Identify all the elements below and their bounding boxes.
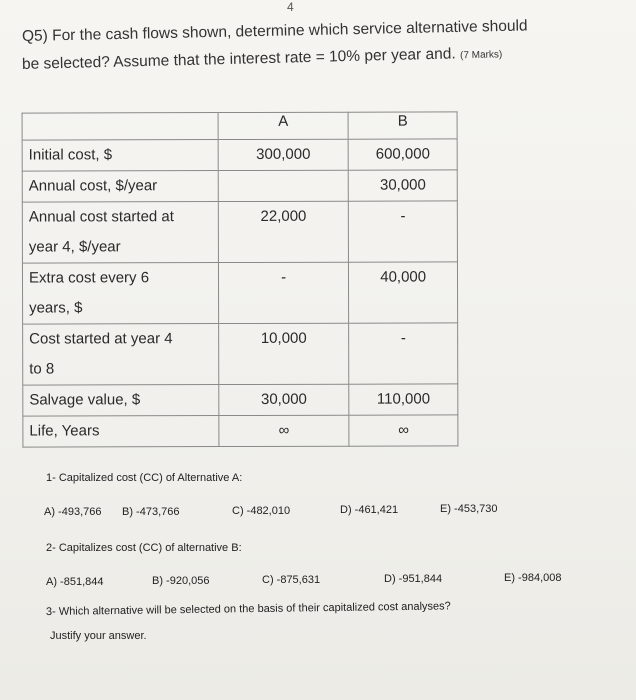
cell-a: 10,000 [260,329,307,347]
q1-option-e: E) -453,730 [440,503,498,515]
row-label: Life, Years [29,422,100,440]
cell-a: - [281,268,287,286]
q2-option-c: C) -875,631 [262,574,321,586]
q2-option-e: E) -984,008 [504,572,562,584]
table-row [23,384,458,416]
cell-b: 30,000 [379,176,426,194]
q3-text-line-2: Justify your answer. [50,630,147,642]
row-label: Extra cost every 6 [28,269,150,287]
table-header-row [22,112,457,140]
header-a: A [218,112,349,139]
q1-option-c: C) -482,010 [232,505,291,517]
q1-option-b: B) -473,766 [122,506,180,518]
table-row [22,201,457,263]
row-label: Initial cost, $ [28,146,113,164]
row-label-cont: year 4, $/year [28,238,121,256]
cell-b: 40,000 [380,268,427,286]
question-line-2-text: be selected? Assume that the interest rate = 10% per year and. [21,45,456,73]
cash-flow-table [22,111,459,447]
header-empty [22,113,218,141]
q1-option-d: D) -461,421 [340,504,399,516]
header-b: B [348,112,457,139]
q1-option-a: A) -493,766 [44,506,102,518]
cell-b: - [400,329,406,347]
table-row [22,262,457,324]
q2-option-d: D) -951,844 [384,573,443,585]
q2-text: 2- Capitalizes cost (CC) of alternative B: [46,542,242,554]
row-label-cont: years, $ [29,299,83,317]
question-line-1: Q5) For the cash flows shown, determine which service alternative should [21,17,528,45]
table-row [22,170,457,202]
row-label-cont: to 8 [29,360,55,378]
q3-text-line-1: 3- Which alternative will be selected on the basis of their capitalized cost analyses? [45,600,451,618]
q2-option-a: A) -851,844 [46,576,104,588]
row-label: Salvage value, $ [29,391,141,409]
table-row [23,415,458,447]
cell-b: ∞ [398,421,409,439]
cell-a: 30,000 [260,390,307,408]
cell-a: ∞ [278,421,290,439]
question-line-2 [22,44,503,74]
cell-b: 600,000 [375,145,430,163]
cell-b: 110,000 [376,390,431,408]
q2-option-b: B) -920,056 [152,575,210,587]
table-row [22,139,457,171]
table-row [23,323,458,385]
row-label: Annual cost started at [28,208,174,226]
q1-text: 1- Capitalized cost (CC) of Alternative A: [46,472,243,484]
marks-note: (7 Marks) [459,49,503,62]
row-label: Annual cost, $/year [28,177,158,195]
cell-b: - [400,207,406,225]
row-label: Cost started at year 4 [29,330,173,348]
cell-a [225,171,343,199]
cell-a: 300,000 [256,145,311,163]
cell-a: 22,000 [260,207,307,225]
page-mark: 4 [287,0,294,14]
